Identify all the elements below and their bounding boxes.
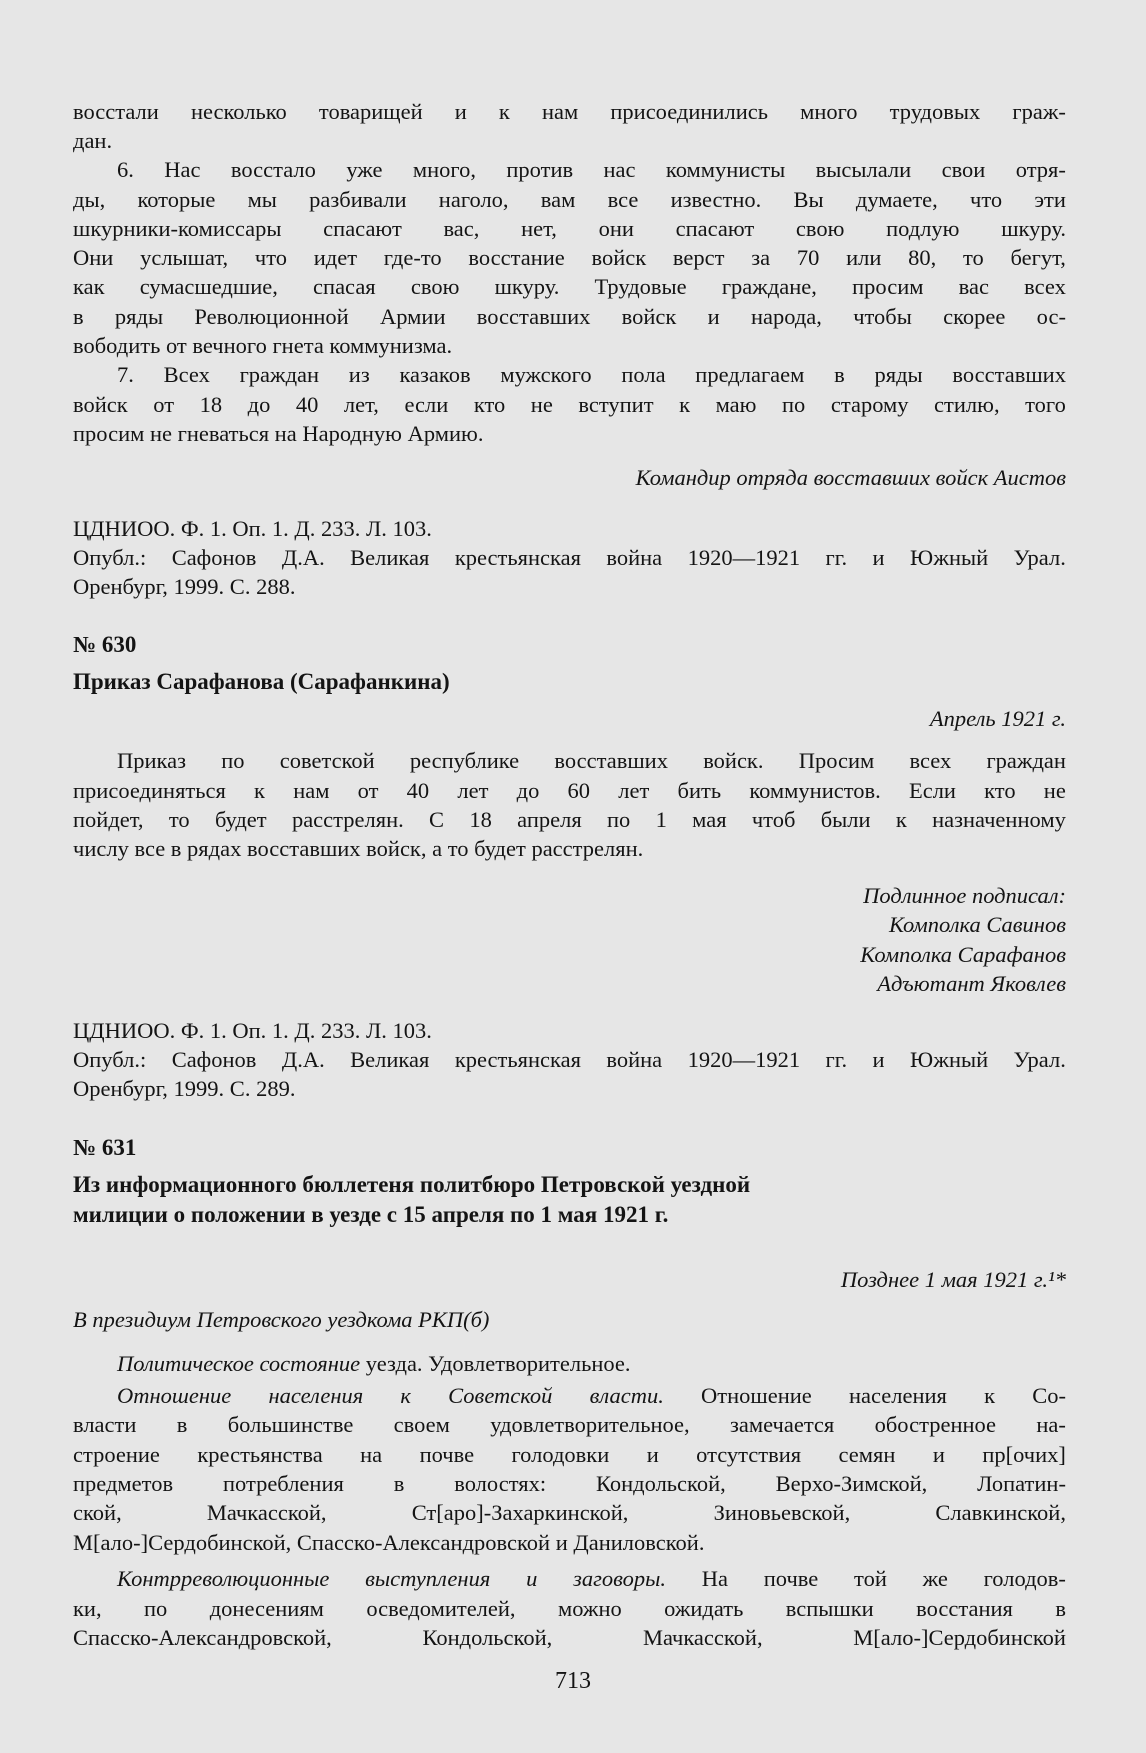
text-line: ки, по донесениям осведомителей, можно ожидать вспышки восстания в	[73, 1596, 1066, 1621]
text-line: вободить от вечного гнета коммунизма.	[73, 333, 453, 358]
text-line: ЦДНИОО. Ф. 1. Оп. 1. Д. 233. Л. 103.	[73, 516, 432, 541]
text-line: Отношение населения к Советской власти. Отношение населения к Со-	[117, 1383, 1066, 1408]
text-line: Опубл.: Сафонов Д.А. Великая крестьянская война 1920—1921 гг. и Южный Урал.	[73, 545, 1066, 570]
text-line: Из информационного бюллетеня политбюро Петровской уездной	[73, 1172, 751, 1197]
text-line: строение крестьянства на почве голодовки и отсутствия семян и пр[очих]	[73, 1442, 1066, 1467]
text-line: ской, Мачкасской, Ст[аро]-Захаркинской, Зиновьевской, Славкинской,	[73, 1500, 1066, 1525]
text-line: Адъютант Яковлев	[877, 971, 1066, 996]
page-number: 713	[555, 1668, 591, 1694]
text-line: в ряды Революционной Армии восставших войск и народа, чтобы скорее ос-	[73, 304, 1066, 329]
text-line: предметов потребления в волостях: Кондольской, Верхо-Зимской, Лопатин-	[73, 1471, 1066, 1496]
text-line: В президиум Петровского уездкома РКП(б)	[73, 1307, 490, 1332]
text-line: Оренбург, 1999. С. 289.	[73, 1076, 296, 1101]
text-line: Опубл.: Сафонов Д.А. Великая крестьянская война 1920—1921 гг. и Южный Урал.	[73, 1047, 1066, 1072]
text-line: 7. Всех граждан из казаков мужского пола предлагаем в ряды восставших	[117, 362, 1066, 387]
text-line: пойдет, то будет расстрелян. С 18 апреля по 1 мая чтоб были к назначенному	[73, 807, 1066, 832]
text-line: шкурники-комиссары спасают вас, нет, они спасают свою подлую шкуру.	[73, 216, 1066, 241]
text-line: Комполка Савинов	[888, 912, 1066, 937]
text-line: Апрель 1921 г.	[929, 706, 1066, 731]
text-line: Спасско-Александровской, Кондольской, Мачкасской, М[ало-]Сердобинской	[73, 1625, 1066, 1650]
text-line: Командир отряда восставших войск Аистов	[635, 465, 1066, 490]
text-line: Политическое состояние уезда. Удовлетворительное.	[117, 1351, 631, 1376]
text-line: восстали несколько товарищей и к нам присоединились много трудовых граж-	[73, 99, 1066, 124]
text-line: как сумасшедшие, спасая свою шкуру. Трудовые граждане, просим вас всех	[73, 274, 1066, 299]
text-line: войск от 18 до 40 лет, если кто не вступит к маю по старому стилю, того	[73, 392, 1066, 417]
text-line: № 630	[73, 632, 137, 657]
text-line: Оренбург, 1999. С. 288.	[73, 574, 296, 599]
text-line: милиции о положении в уезде с 15 апреля по 1 мая 1921 г.	[73, 1202, 669, 1227]
text-line: Комполка Сарафанов	[860, 942, 1066, 967]
text-line: Подлинное подписал:	[863, 883, 1066, 908]
text-line: ЦДНИОО. Ф. 1. Оп. 1. Д. 233. Л. 103.	[73, 1018, 432, 1043]
text-line: № 631	[73, 1135, 137, 1160]
text-line: просим не гневаться на Народную Армию.	[73, 421, 484, 446]
text-line: присоединяться к нам от 40 лет до 60 лет бить коммунистов. Если кто не	[73, 778, 1066, 803]
text-line: Приказ по советской республике восставших войск. Просим всех граждан	[117, 748, 1066, 773]
text-line: власти в большинстве своем удовлетворительное, замечается обостренное на-	[73, 1412, 1066, 1437]
text-line: Контрреволюционные выступления и заговоры. На почве той же голодов-	[117, 1566, 1066, 1591]
text-line: числу все в рядах восставших войск, а то будет расстрелян.	[73, 836, 644, 861]
text-line: М[ало-]Сердобинской, Спасско-Александровской и Даниловской.	[73, 1530, 705, 1555]
text-line: Приказ Сарафанова (Сарафанкина)	[73, 669, 450, 694]
text-line: 6. Нас восстало уже много, против нас коммунисты высылали свои отря-	[117, 157, 1066, 182]
text-line: ды, которые мы разбивали наголо, вам все известно. Вы думаете, что эти	[73, 187, 1066, 212]
text-line: Позднее 1 мая 1921 г.¹*	[840, 1267, 1066, 1292]
text-line: Они услышат, что идет где-то восстание войск верст за 70 или 80, то бегут,	[73, 245, 1066, 270]
text-line: дан.	[73, 128, 113, 153]
